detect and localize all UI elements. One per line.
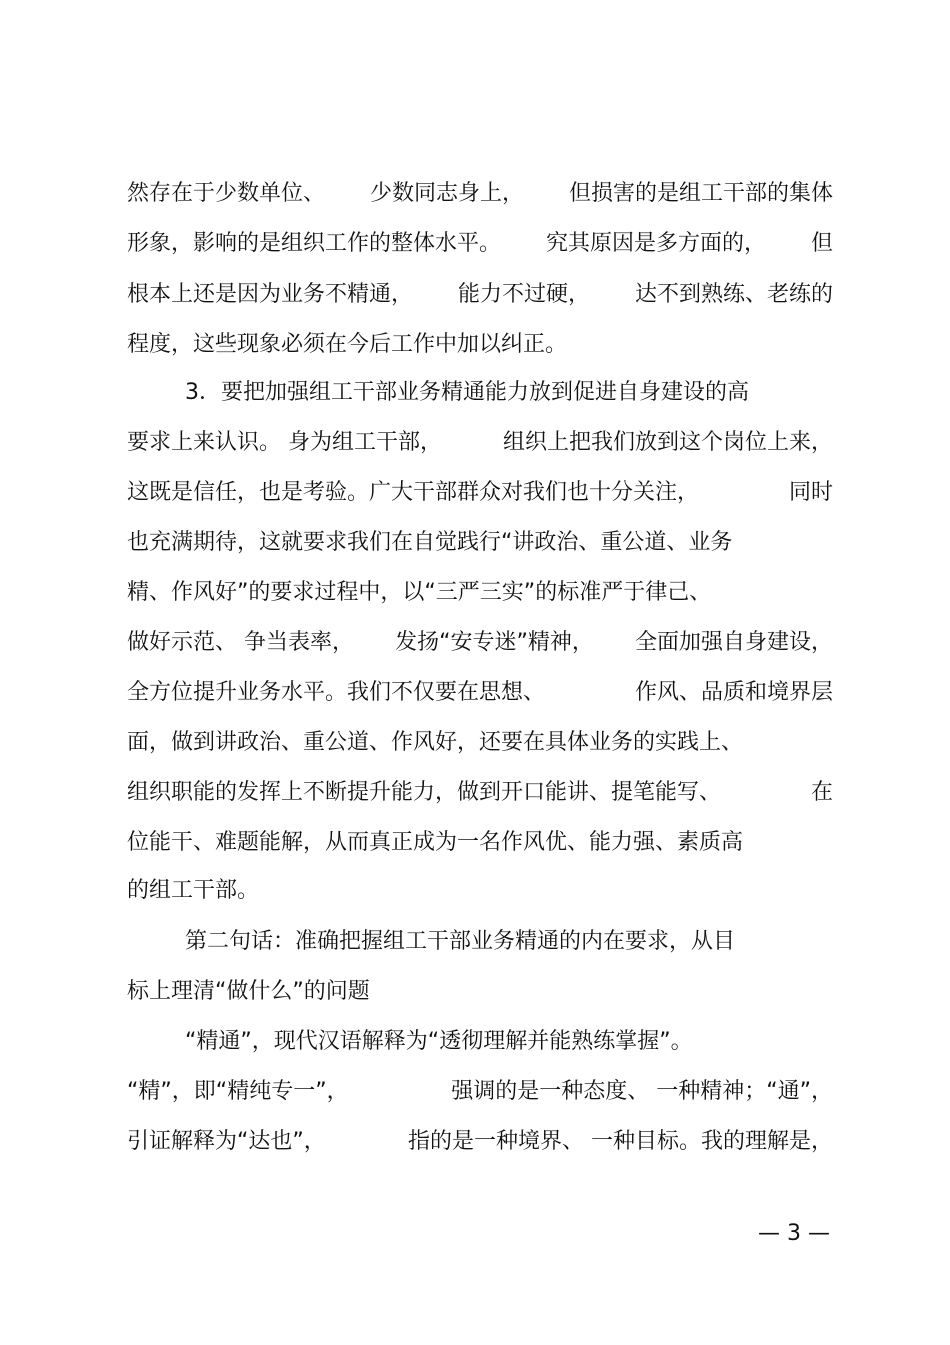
text-line [127, 227, 833, 261]
text-segment: 要求上来认识。 身为组工干部， [127, 430, 442, 455]
text-segment: 全方位提升业务水平。我们不仅要在思想、 [127, 680, 546, 705]
text-line: 面，做到讲政治、重公道、作风好，还要在具体业务的实践上、 [127, 730, 744, 755]
text-line [127, 278, 833, 312]
text-segment: 强调的是一种态度、 一种精神；“通”， [451, 1079, 833, 1104]
text-line: 精、作风好”的要求过程中，以“三严三实”的标准严于律己、 [127, 580, 712, 605]
section-heading: 第二句话：准确把握组工干部业务精通的内在要求，从目 [185, 929, 736, 954]
text-segment: 组织职能的发挥上不断提升能力，做到开口能讲、提笔能写、 [127, 780, 722, 805]
text-segment: 这既是信任，也是考验。广大干部群众对我们也十分关注， [127, 480, 700, 505]
text-line: 程度，这些现象必须在今后工作中加以纠正。 [127, 332, 568, 357]
text-segment: 引证解释为“达也”， [127, 1129, 326, 1154]
text-line: 的组工干部。 [127, 878, 260, 903]
text-line [127, 626, 833, 660]
text-line: 位能干、难题能解，从而真正成为一名作风优、能力强、素质高 [127, 830, 744, 855]
text-segment: 究其原因是多方面的， [545, 231, 766, 256]
text-segment: 做好示范、 争当表率， [127, 630, 354, 655]
text-segment: 根本上还是因为业务不精通， [127, 282, 414, 307]
text-segment: 达不到熟练、老练的 [634, 282, 833, 307]
page-number: — 3 — [758, 1221, 830, 1246]
text-line [127, 426, 833, 460]
text-line: “精通”，现代汉语解释为“透彻理解并能熟练掌握”。 [185, 1029, 693, 1054]
text-line [127, 1125, 833, 1159]
text-segment: 同时 [788, 480, 833, 505]
text-line [127, 476, 833, 510]
text-line [127, 177, 833, 211]
text-line [127, 776, 833, 810]
text-segment: 在 [810, 780, 833, 805]
text-segment: 但 [810, 231, 833, 256]
text-segment: 作风、品质和境界层 [634, 680, 833, 705]
text-segment: 发扬“安专迷”精神， [395, 630, 594, 655]
section-heading: 标上理清“做什么”的问题 [127, 979, 370, 1004]
text-segment: 然存在于少数单位、 [127, 181, 326, 206]
text-segment: “精”，即“精纯专一”， [127, 1079, 349, 1104]
text-segment: 指的是一种境界、 一种目标。我的理解是， [408, 1129, 833, 1154]
text-line [127, 676, 833, 710]
text-segment: 组织上把我们放到这个岗位上来， [502, 430, 833, 455]
text-line: 3．要把加强组工干部业务精通能力放到促进自身建设的高 [185, 380, 749, 405]
text-segment: 但损害的是组工干部的集体 [568, 181, 833, 206]
text-line [127, 1075, 833, 1109]
text-segment: 少数同志身上， [369, 181, 524, 206]
text-segment: 形象，影响的是组织工作的整体水平。 [127, 231, 502, 256]
text-line: 也充满期待，这就要求我们在自觉践行“讲政治、重公道、业务 [127, 530, 733, 555]
text-segment: 全面加强自身建设， [634, 630, 833, 655]
text-segment: 能力不过硬， [457, 282, 590, 307]
